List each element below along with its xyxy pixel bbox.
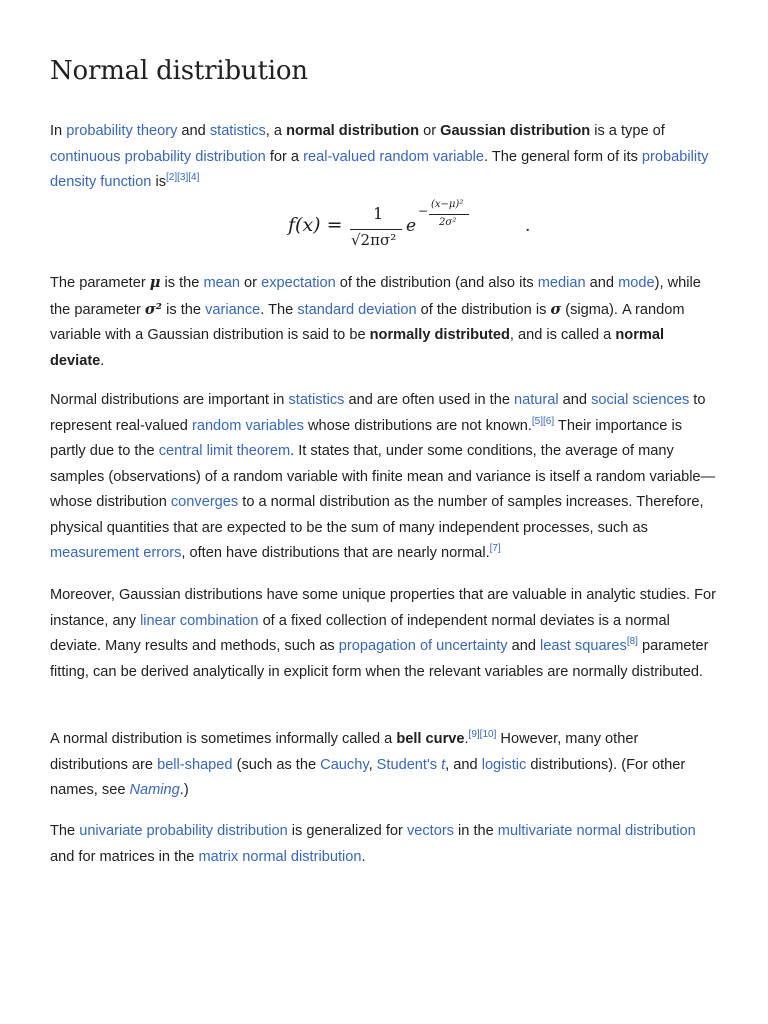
link-logistic[interactable]: logistic: [481, 756, 527, 773]
link-cauchy[interactable]: Cauchy: [320, 756, 369, 773]
link-propagation-of-uncertainty[interactable]: propagation of uncertainty: [338, 638, 508, 654]
citation-link[interactable]: [5]: [531, 415, 543, 427]
link-statistics[interactable]: statistics: [288, 392, 345, 408]
link-converges[interactable]: converges: [170, 494, 239, 510]
mu-symbol: μ: [149, 274, 161, 291]
link-median[interactable]: median: [537, 275, 586, 291]
link-bell-shaped[interactable]: bell-shaped: [157, 756, 233, 773]
link-linear-combination[interactable]: linear combination: [140, 612, 259, 629]
citation-link[interactable]: [10]: [479, 729, 497, 741]
formula-numerator: 1: [373, 204, 384, 223]
bold-term: bell curve: [396, 731, 465, 747]
properties-paragraph: Moreover, Gaussian distributions have some unique properties that are valuable in analytic studies. For instance, any linear combination of a fixed collection of independent normal deviates is a normal deviate. Many results and methods, such as propagation of uncertainty and least squares[8] parameter fitting, can be derived analytically in explicit form when the relevant variables are normally distributed.: [50, 587, 716, 680]
bold-term: normally distributed: [369, 327, 510, 343]
link-students-t[interactable]: Student's t: [376, 756, 446, 773]
link-continuous-probability-distribution[interactable]: continuous probability distribution: [50, 148, 266, 165]
link-central-limit-theorem[interactable]: central limit theorem: [158, 443, 291, 459]
generalization-paragraph: The univariate probability distribution is generalized for vectors in the multivariate normal distribution and for matrices in the matrix normal distribution.: [50, 823, 696, 865]
link-expectation[interactable]: expectation: [261, 275, 336, 291]
link-variance[interactable]: variance: [205, 301, 261, 318]
link-probability-theory[interactable]: probability theory: [66, 123, 178, 139]
formula-lhs: f(x) =: [288, 214, 343, 236]
parameter-paragraph: The parameter μ is the mean or expectation of the distribution (and also its median and mode), while the parameter σ² is the variance. The standard deviation of the distribution is σ (sigma). A random variable with a Gaussian distribution is said to be normally distributed, and is called a normal deviate.: [50, 274, 701, 369]
citation-link[interactable]: [2]: [166, 172, 178, 184]
formula-denominator: √2πσ²: [351, 231, 397, 249]
citation-link[interactable]: [3]: [177, 172, 189, 184]
link-univariate-probability-distribution[interactable]: univariate probability distribution: [79, 823, 288, 839]
link-natural[interactable]: natural: [514, 392, 559, 408]
sigma-symbol: σ: [550, 300, 562, 318]
citation-link[interactable]: [8]: [626, 636, 638, 648]
bold-term: normal deviate: [50, 327, 665, 369]
link-mean[interactable]: mean: [203, 275, 240, 291]
formula-base: e: [406, 216, 417, 236]
bold-term: Gaussian distribution: [440, 123, 591, 139]
citation-link[interactable]: [6]: [543, 415, 555, 427]
citation-link[interactable]: [9]: [468, 729, 480, 741]
formula-period: .: [525, 216, 531, 236]
link-random-variables[interactable]: random variables: [191, 417, 304, 434]
link-multivariate-normal-distribution[interactable]: multivariate normal distribution: [497, 823, 696, 839]
importance-paragraph: Normal distributions are important in statistics and are often used in the natural and social sciences to represent real-valued random variables whose distributions are not known.[5][6] Their importance is partly due to the central limit theorem. It states that, under some conditions, the average of many samples (observations) of a random variable with finite mean and variance is itself a random variable—whose distribution converges to a normal distribution as the number of samples increases. Therefore, physical quantities that are expected to be the sum of many independent processes, such as measurement errors, often have distributions that are nearly normal.[7]: [50, 392, 716, 561]
link-naming[interactable]: Naming: [129, 782, 180, 798]
exponent-minus: −: [418, 204, 429, 218]
intro-paragraph: In probability theory and statistics, a normal distribution or Gaussian distribution is a type of continuous probability distribution for a real-valued random variable. The general form of its probability density function is[2][3][4]: [50, 123, 709, 190]
link-measurement-errors[interactable]: measurement errors: [50, 545, 182, 561]
link-real-valued-random-variable[interactable]: real-valued random variable: [303, 148, 485, 165]
exponent-fraction-bar: [429, 214, 469, 215]
link-matrix-normal-distribution[interactable]: matrix normal distribution: [198, 848, 362, 865]
link-statistics[interactable]: statistics: [209, 123, 266, 139]
exponent-denominator: 2σ²: [439, 217, 457, 228]
bold-term: normal distribution: [286, 123, 420, 139]
pdf-formula: [288, 196, 531, 260]
link-vectors[interactable]: vectors: [406, 823, 454, 839]
page-title: Normal distribution: [50, 56, 308, 86]
link-social-sciences[interactable]: social sciences: [591, 392, 690, 408]
link-mode[interactable]: mode: [618, 275, 655, 291]
bell-curve-paragraph: A normal distribution is sometimes informally called a bell curve.[9][10] However, many other distributions are bell-shaped (such as the Cauchy, Student's t, and logistic distributions). (For other names, see Naming.): [50, 729, 686, 798]
link-standard-deviation[interactable]: standard deviation: [297, 301, 417, 318]
link-least-squares[interactable]: least squares: [540, 638, 627, 654]
exponent-numerator: (x−μ)²: [431, 199, 464, 210]
sigma-squared-symbol: σ²: [144, 300, 163, 318]
link-probability-density-function[interactable]: probability density function: [50, 148, 709, 190]
citation-link[interactable]: [4]: [188, 172, 200, 184]
citation-link[interactable]: [7]: [489, 543, 501, 555]
